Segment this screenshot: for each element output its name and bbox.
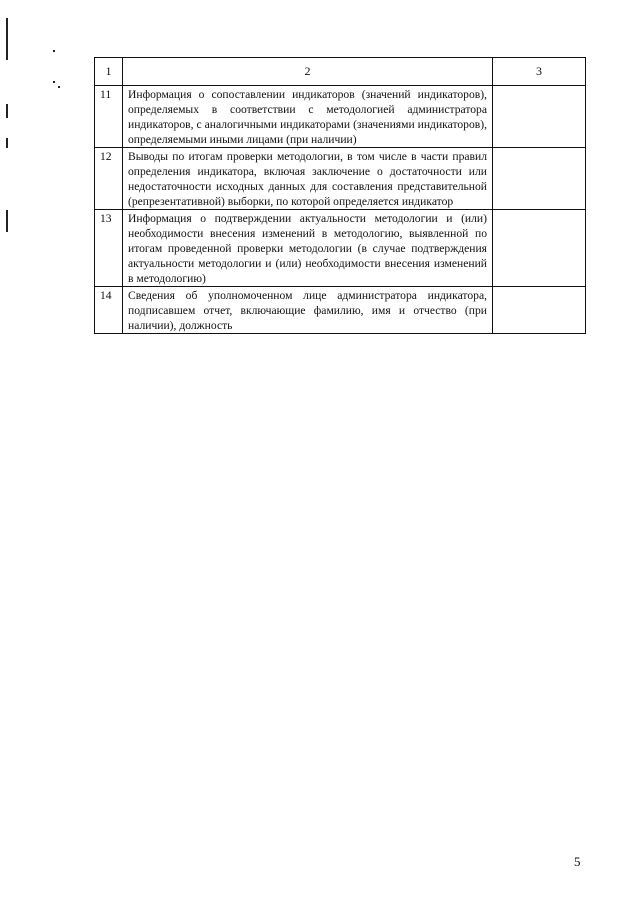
row-number: 14 — [95, 287, 123, 334]
table-row — [95, 287, 586, 334]
scan-edge-mark — [6, 210, 8, 232]
row-number: 13 — [95, 210, 123, 287]
scan-edge-mark — [6, 18, 8, 60]
table-row — [95, 210, 586, 287]
scan-dust-speck — [53, 81, 55, 83]
scan-dust-speck — [58, 86, 60, 88]
row-description — [123, 148, 493, 210]
row-description — [123, 210, 493, 287]
header-cell-value: 3 — [493, 58, 586, 86]
scan-dust-speck — [53, 50, 55, 52]
table-row — [95, 86, 586, 148]
table-header-row — [95, 58, 586, 86]
row-description-text: Информация о подтверждении актуальности методологии и (или) необходимости внесения изменений в методологию, выявленной по итогам проведенной проверки методологии (в случае подтверждения актуальности методологии и (или) необходимости внесения изменений в методологию) — [128, 212, 487, 285]
row-description-text: Сведения об уполномоченном лице администратора индикатора, подписавшем отчет, включающие фамилию, имя и отчество (при наличии), должность — [128, 289, 487, 332]
row-number: 12 — [95, 148, 123, 210]
row-description-text: Выводы по итогам проверки методологии, в том числе в части правил определения индикатора, включая заключение о достаточности или недостаточности исходных данных для составления представительной (репрезентативной) выборки, по которой определяется индикатор — [128, 150, 487, 208]
header-cell-number: 1 — [95, 58, 123, 86]
row-value — [493, 86, 586, 148]
row-number: 11 — [95, 86, 123, 148]
table-row — [95, 148, 586, 210]
methodology-report-table — [94, 57, 586, 334]
header-cell-description: 2 — [123, 58, 493, 86]
scan-edge-mark — [6, 138, 8, 148]
page-number: 5 — [574, 854, 581, 869]
scan-edge-mark — [6, 104, 8, 118]
row-description — [123, 287, 493, 334]
row-description — [123, 86, 493, 148]
row-value — [493, 148, 586, 210]
row-description-text: Информация о сопоставлении индикаторов (значений индикаторов), определяемых в соответствии с методологией администратора индикаторов, с аналогичными индикаторами (значениями индикаторов), определяемыми иными лицами (при наличии) — [128, 88, 487, 146]
row-value — [493, 287, 586, 334]
row-value — [493, 210, 586, 287]
